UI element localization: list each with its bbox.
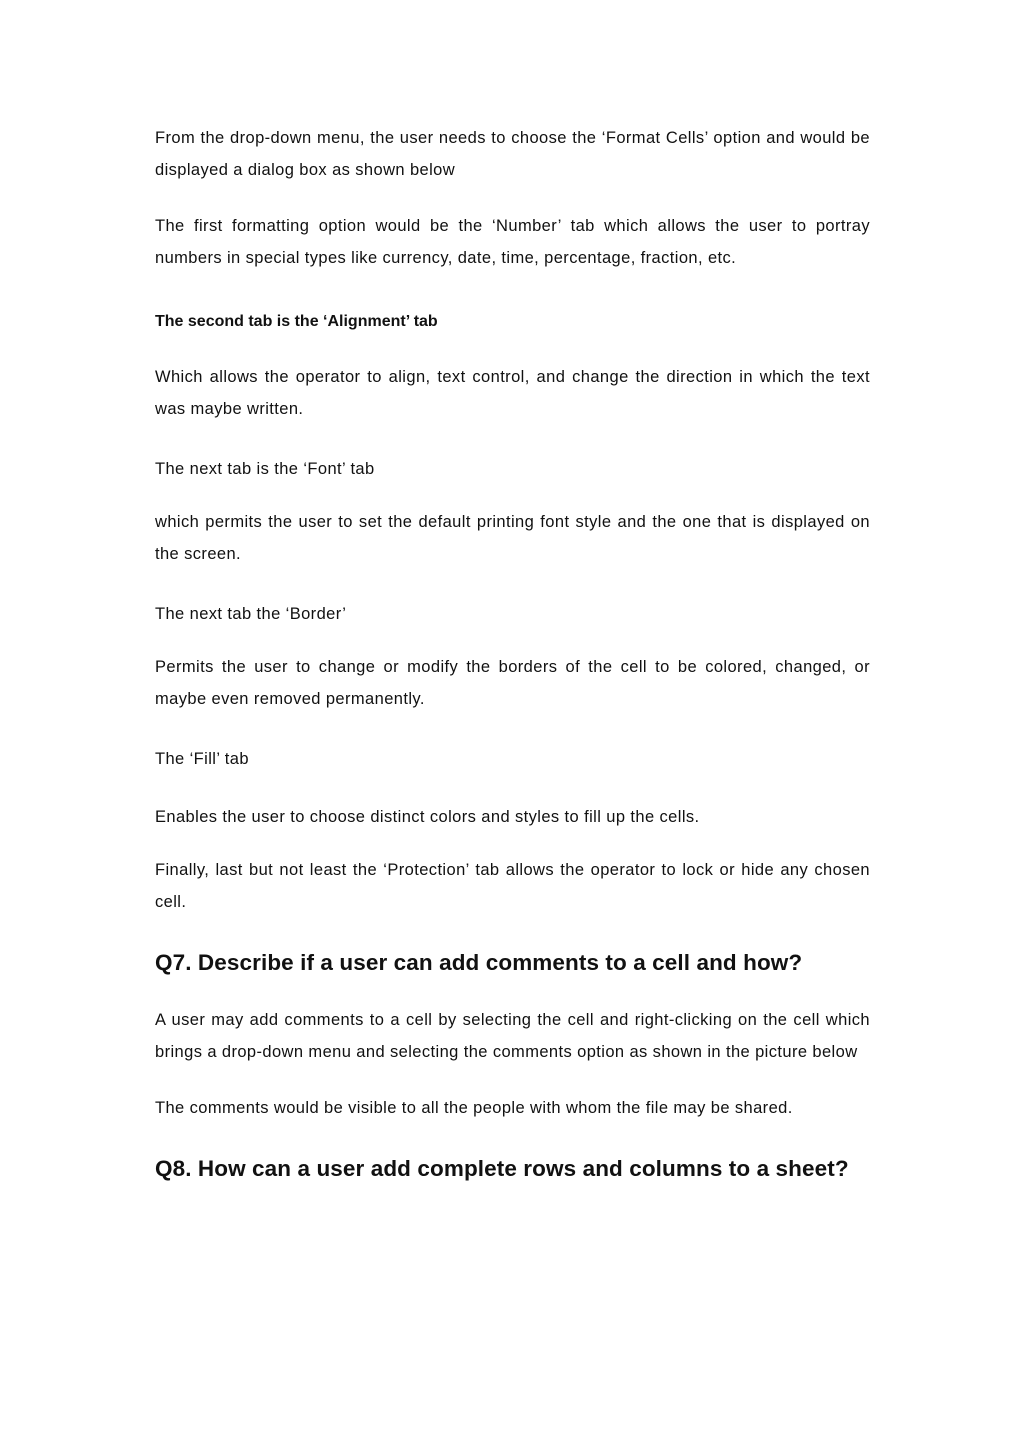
paragraph-border-tab: The next tab the ‘Border’ [155, 605, 347, 623]
question-7-heading: Q7. Describe if a user can add comments to a cell and how? [155, 950, 803, 975]
paragraph-alignment-description: Which allows the operator to align, text control, and change the direction in which the text was maybe written. [155, 368, 870, 418]
paragraph-font-tab: The next tab is the ‘Font’ tab [155, 460, 375, 478]
document-page [155, 122, 870, 1190]
paragraph-number-tab: The first formatting option would be the ‘Number’ tab which allows the user to portray numbers in special types like currency, date, time, percentage, fraction, etc. [155, 217, 870, 267]
paragraph-protection-tab: Finally, last but not least the ‘Protection’ tab allows the operator to lock or hide any chosen cell. [155, 861, 870, 911]
paragraph-comments-visibility: The comments would be visible to all the people with whom the file may be shared. [155, 1099, 793, 1117]
subheading-alignment-tab: The second tab is the ‘Alignment’ tab [155, 313, 438, 330]
paragraph-fill-description: Enables the user to choose distinct colors and styles to fill up the cells. [155, 808, 700, 826]
question-8-heading: Q8. How can a user add complete rows and columns to a sheet? [155, 1156, 849, 1181]
paragraph-font-description: which permits the user to set the default printing font style and the one that is displayed on the screen. [155, 513, 870, 563]
paragraph-border-description: Permits the user to change or modify the borders of the cell to be colored, changed, or maybe even removed permanently. [155, 658, 870, 708]
paragraph-comments-answer: A user may add comments to a cell by selecting the cell and right-clicking on the cell which brings a drop-down menu and selecting the comments option as shown in the picture below [155, 1011, 870, 1061]
paragraph-format-cells: From the drop-down menu, the user needs to choose the ‘Format Cells’ option and would be displayed a dialog box as shown below [155, 129, 870, 179]
paragraph-fill-tab: The ‘Fill’ tab [155, 750, 249, 768]
